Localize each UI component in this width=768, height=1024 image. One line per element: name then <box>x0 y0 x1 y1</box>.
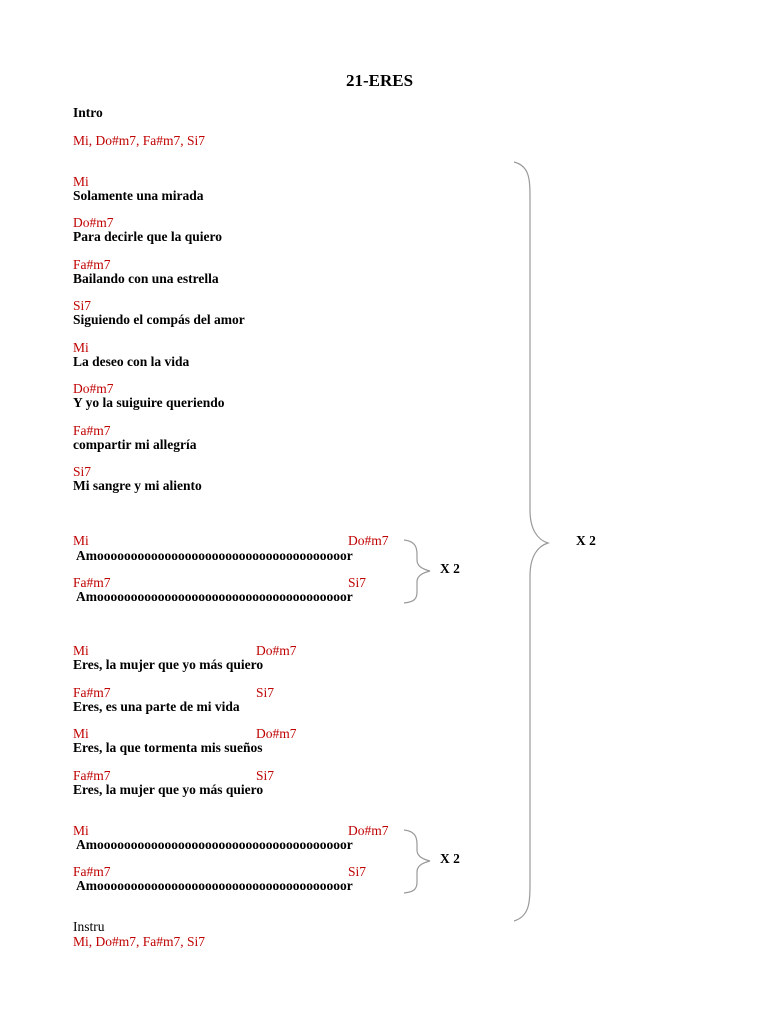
chord-label: Fa#m7 <box>73 768 111 783</box>
small-brace-1 <box>404 540 430 603</box>
small-brace-2 <box>404 830 430 893</box>
chord-label: Fa#m7 <box>73 257 111 272</box>
chord-label: Mi <box>73 174 89 189</box>
lyric-line: Mi sangre y mi aliento <box>73 478 202 493</box>
repeat-mark-main: X 2 <box>576 533 596 548</box>
lyric-line: Eres, la mujer que yo más quiero <box>73 657 264 672</box>
chord-label: Fa#m7 <box>73 864 111 879</box>
chord-label: Fa#m7 <box>73 423 111 438</box>
chord-label: Mi <box>73 643 89 658</box>
chord-label: Fa#m7 <box>73 685 111 700</box>
chord-label: Do#m7 <box>348 533 389 548</box>
lyric-line: Amooooooooooooooooooooooooooooooooooooor <box>76 878 353 893</box>
lyric-line: Eres, la que tormenta mis sueños <box>73 740 263 755</box>
chord-label: Mi <box>73 726 89 741</box>
chord-label: Si7 <box>256 768 275 783</box>
chord-label: Si7 <box>73 298 92 313</box>
chord-label: Do#m7 <box>256 726 297 741</box>
large-brace <box>514 162 548 921</box>
lyric-line: Amooooooooooooooooooooooooooooooooooooor <box>76 589 353 604</box>
lyric-line: La deseo con la vida <box>73 354 190 369</box>
lyric-line: Bailando con una estrella <box>73 271 219 286</box>
song-title: 21-ERES <box>346 71 414 90</box>
repeat-mark: X 2 <box>440 561 460 576</box>
lyric-line: Y yo la suiguire queriendo <box>73 395 225 410</box>
lyric-line: Eres, la mujer que yo más quiero <box>73 782 264 797</box>
chord-label: Si7 <box>73 464 92 479</box>
lyric-line: Amooooooooooooooooooooooooooooooooooooor <box>76 837 353 852</box>
chord-label: Si7 <box>348 575 367 590</box>
chord-label: Si7 <box>348 864 367 879</box>
lyric-line: Para decirle que la quiero <box>73 229 222 244</box>
intro-chords: Mi, Do#m7, Fa#m7, Si7 <box>73 133 206 148</box>
intro-label: Intro <box>73 105 103 120</box>
chord-label: Do#m7 <box>256 643 297 658</box>
chord-label: Mi <box>73 533 89 548</box>
chord-label: Mi <box>73 340 89 355</box>
chord-label: Si7 <box>256 685 275 700</box>
chord-label: Mi <box>73 823 89 838</box>
repeat-mark: X 2 <box>440 851 460 866</box>
lyric-line: Solamente una mirada <box>73 188 204 203</box>
outro-chords: Mi, Do#m7, Fa#m7, Si7 <box>73 934 206 949</box>
chord-label: Fa#m7 <box>73 575 111 590</box>
lyric-line: Amooooooooooooooooooooooooooooooooooooor <box>76 548 353 563</box>
chord-label: Do#m7 <box>73 215 114 230</box>
lyric-line: Siguiendo el compás del amor <box>73 312 245 327</box>
chord-label: Do#m7 <box>73 381 114 396</box>
lyric-line: compartir mi allegría <box>73 437 197 452</box>
lyric-line: Eres, es una parte de mi vida <box>73 699 240 714</box>
chord-label: Do#m7 <box>348 823 389 838</box>
outro-label: Instru <box>73 919 105 934</box>
